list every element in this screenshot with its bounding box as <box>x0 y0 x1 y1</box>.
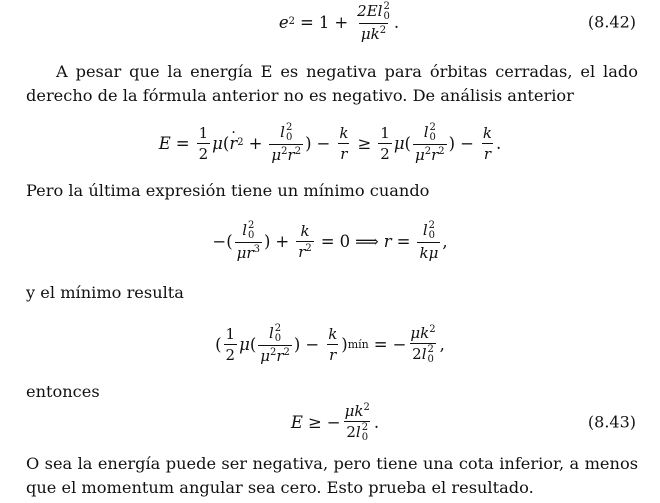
equation-minimum-value: ( $\frac{1}{2}$ μ ( l 2 0 $\mu^2r^2$ ) − $\frac{k}{r}$ ) mín = − $\mu k^2$ 2l 2 0 , <box>215 322 445 365</box>
eq-symbol-e: e <box>278 12 289 32</box>
eq-k: k <box>370 24 380 43</box>
eq-2e: 2E <box>357 1 378 20</box>
equation-number-8-43: (8.43) <box>587 412 636 432</box>
paragraph-conclusion: O sea la energía puede ser negativa, pero tiene una cota inferior, a menos que el momentum angular sea cero. Esto prueba el resultado. <box>26 454 638 497</box>
eq-one: 1 <box>318 12 330 32</box>
equation-number-8-42: (8.42) <box>587 12 636 32</box>
fraction-2el0-muk2: 2El 2 0 $\mu k^2$ <box>357 0 390 43</box>
eq-l: l <box>377 1 383 20</box>
eq-zero: 0 <box>339 231 351 251</box>
equation-energy-inequality: E = $\frac{1}{2}$ μ ( · r 2 + l 2 0 $\mu^2r^2$ ) − $\frac{k}{r}$ ≥ $\frac{1}{2}$ μ ( l 2 0 $\mu^2r^2$ ) − $\frac{k}{r}$ . <box>0 115 660 171</box>
paragraph-entonces: entonces <box>26 382 100 401</box>
min-subscript: mín <box>347 337 369 351</box>
equation-8-43: E ≥ − $\mu k^2$ 2l 2 0 . (8.43) <box>290 401 636 443</box>
implies-arrow: ⟹ <box>355 231 379 251</box>
paragraph-energy-negative: A pesar que la energía E es negativa para órbitas cerradas, el lado derecho de la fórmula anterior no es negativo. De análisis anterior <box>26 62 638 105</box>
equation-minimum-condition: −( l 2 0 $\mu r^3$ ) + $\frac{k}{r^2}$ = 0 ⟹ r = l 2 0 kμ , <box>212 219 448 262</box>
equation-8-42: e 2 = 1 + 2El 2 0 $\mu k^2$ . (8.42) <box>278 0 636 43</box>
eq-mu: μ <box>360 24 371 43</box>
paragraph-minimum: Pero la última expresión tiene un mínimo cuando <box>26 181 430 200</box>
paragraph-minimum-result: y el mínimo resulta <box>26 283 184 302</box>
